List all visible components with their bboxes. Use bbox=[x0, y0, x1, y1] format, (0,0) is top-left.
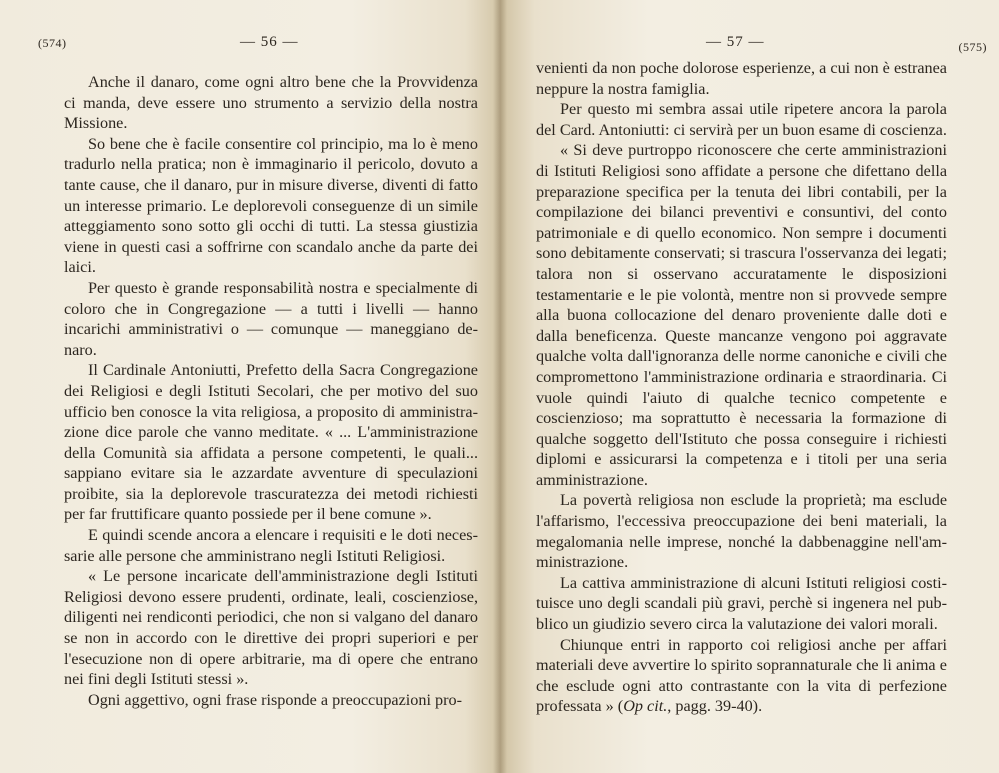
right-page bbox=[500, 0, 999, 773]
paragraph: « Si deve purtroppo riconoscere che certe amministrazioni di Istituti Religiosi sono affidate a persone che difettano della preparazione specifica per la tenuta dei libri contabili, per la compilazione dei bilanci preventivi e consuntivi, del conto patrimoniale e di quello economico. Non sempre i documenti sono debitamente conservati; si trascura l'osservanza dei legati; talora non si osservano accuratamente le disposizioni testamentarie e le pie volontà, mentre non si provvede sempre alla buona collocazione del denaro proveniente dalle doti e dalla beneficenza. Queste mancanze vengono poi aggravate qualche volta dall'ignoranza delle norme canoniche e civili che compromettono l'amministrazione ordinaria e straordinaria. Ci vuole quindi l'aiuto di qualche tecnico competente e coscienzioso; ma soprattutto è necessaria la formazione di qualche soggetto dell'Istituto che possa conseguire i richiesti diplomi e assicurarsi la competenza e i titoli per una seria amministrazione. bbox=[536, 141, 947, 489]
right-page-number: — 57 — bbox=[706, 34, 765, 50]
citation-pages: , pagg. 39-40). bbox=[667, 697, 763, 716]
paragraph: « Le persone incaricate dell'amministrazione degli Istituti Religiosi devono essere prudenti, ordinate, leali, coscienziose, diligenti nei rendiconti periodici, che non si valgano del danaro se non in accordo con le direttive dei propri superiori e per l'esecuzione non di opere arbitrarie, ma di opere che entrano nei fini degli Istituti stessi ». bbox=[64, 567, 478, 689]
closing-paragraph bbox=[536, 635, 947, 717]
citation-title: Op cit. bbox=[623, 697, 668, 716]
paragraph: La povertà religiosa non esclude la proprietà; ma esclude l'affarismo, l'eccessiva preoccupazione dei beni materiali, la megalomania nelle imprese, nonché la dabbenaggine nell'amministrazione. bbox=[536, 491, 947, 572]
paragraph: La cattiva amministrazione di alcuni Istituti religiosi costituisce uno degli scandali più gravi, perchè si ingenera nel pubblico un giudizio severo circa la valutazione dei valori morali. bbox=[536, 573, 947, 634]
left-page-header bbox=[38, 30, 478, 56]
paragraph: E quindi scende ancora a elencare i requisiti e le doti necessarie alle persone che amministrano negli Istituti Religiosi. bbox=[64, 526, 478, 565]
left-page-body bbox=[64, 72, 478, 710]
left-page-number: — 56 — bbox=[240, 34, 299, 50]
paragraph: Ogni aggettivo, ogni frase risponde a preoccupazioni pro- bbox=[88, 690, 462, 709]
right-original-page-number: (575) bbox=[958, 40, 987, 54]
left-original-page-number: (574) bbox=[38, 36, 67, 50]
paragraph: Il Cardinale Antoniutti, Prefetto della Sacra Congregazione dei Religiosi e degli Istituti Secolari, che per motivo del suo ufficio ben conosce la vita religiosa, a proposito di amministrazione dice parole che vanno meditate. « ... L'amministrazione della Comunità sia affidata a persone competenti, le quali... sappiano evitare sia le azzardate avventure di speculazioni proibite, sia la deplorevole trascuratezza dei metodi richiesti per far fruttificare quanto possiede per il bene comune ». bbox=[64, 361, 478, 524]
continuation-paragraph: venienti da non poche dolorose esperienze, a cui non è estranea neppure la nostra famiglia. bbox=[536, 59, 947, 98]
right-page-header bbox=[536, 30, 987, 56]
paragraph: Per questo mi sembra assai utile ripetere ancora la parola del Card. Antoniutti: ci servirà per un buon esame di coscienza. bbox=[536, 100, 947, 139]
paragraph: Anche il danaro, come ogni altro bene che la Provvidenza ci manda, deve essere uno strumento a servizio della nostra Missione. bbox=[64, 73, 478, 133]
paragraph: So bene che è facile consentire col principio, ma lo è meno tradurlo nella pratica; non è immaginario il pericolo, dovuto a tante cause, che il danaro, pur in misure diverse, diventi di fatto un interesse primario. Le deplorevoli conseguenze di un simile atteggiamento sono sotto gli occhi di tutti. La stessa giustizia viene in questi casi a soffrirne con scandalo anche da parte dei laici. bbox=[64, 134, 478, 277]
closing-text: Chiunque entri in rapporto coi religiosi anche per affari materiali deve avvertire lo spirito soprannaturale che li anima e che esclude ogni atto contrastante con la vita di perfezione professata » ( bbox=[536, 635, 947, 716]
paragraph: Per questo è grande responsabilità nostra e specialmente di coloro che in Congregazione — a tutti i livelli — hanno incarichi amministrativi o — comunque — maneggiano denaro. bbox=[64, 278, 478, 359]
right-page-body bbox=[536, 58, 947, 717]
